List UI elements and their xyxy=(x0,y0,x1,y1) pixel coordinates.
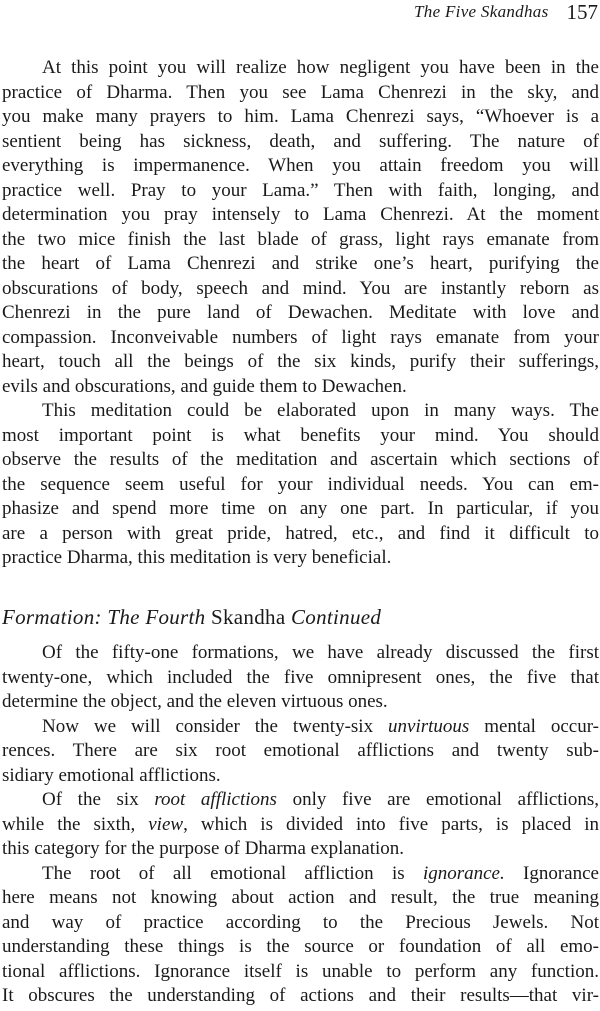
text-line: the two mice finish the last blade of grass, light rays emanate from xyxy=(2,228,599,250)
italic-term: view xyxy=(148,813,184,835)
page-number: 157 xyxy=(566,0,598,24)
paragraph xyxy=(2,715,599,789)
heading-part: Formation: The Fourth xyxy=(2,605,212,629)
text-line: practice of Dharma. Then you see Lama Chenrezi in the sky, and xyxy=(2,81,599,103)
paragraph xyxy=(2,56,599,399)
text-run: Of the six xyxy=(42,789,155,810)
paragraph xyxy=(2,862,599,1009)
text-line: the heart of Lama Chenrezi and strike one’s heart, purifying the xyxy=(2,253,599,274)
paragraph xyxy=(2,641,599,715)
text-line: this category for the purpose of Dharma explanation. xyxy=(2,838,405,859)
section-heading xyxy=(2,603,381,631)
text-line: the sequence seem useful for your individual needs. You can em- xyxy=(2,473,599,495)
text-line: rences. There are six root emotional afflictions and twenty sub- xyxy=(2,740,599,761)
text-line xyxy=(2,813,599,838)
heading-part: Skandha xyxy=(211,605,291,629)
text-line: determine the object, and the eleven virtuous ones. xyxy=(2,691,388,712)
paragraph xyxy=(2,399,599,571)
text-line: here means not knowing about action and result, the true meaning xyxy=(2,887,599,908)
text-line: heart, touch all the beings of the six kinds, purify their sufferings, xyxy=(2,351,599,372)
text-line: understanding these things is the source or foundation of all emo- xyxy=(2,936,599,957)
running-title: The Five Skandhas xyxy=(414,2,549,21)
text-line: It obscures the understanding of actions and their results—that vir- xyxy=(2,985,599,1006)
text-line: obscurations of body, speech and mind. You are instantly reborn as xyxy=(2,277,599,299)
text-line: determination you pray intensely to Lama Chenrezi. At the moment xyxy=(2,204,599,225)
body-text-section-2 xyxy=(2,641,599,1009)
text-run: Now we will consider the twenty-six xyxy=(42,715,389,737)
paragraph xyxy=(2,788,599,862)
text-line: you make many prayers to him. Lama Chenrezi says, “Whoever is a xyxy=(2,106,599,127)
heading-part: Continued xyxy=(291,605,382,629)
text-line: practice well. Pray to your Lama.” Then with faith, longing, and xyxy=(2,179,599,201)
text-line xyxy=(2,862,599,887)
text-line: Of the fifty-one formations, we have already discussed the first xyxy=(42,642,599,663)
text-run: , which is divided into five parts, is placed in xyxy=(183,813,599,835)
text-line: evils and obscurations, and guide them to Dewachen. xyxy=(2,375,407,397)
italic-term: unvirtuous xyxy=(388,715,470,737)
text-line xyxy=(2,788,599,813)
text-line: most important point is what benefits your mind. You should xyxy=(2,424,599,446)
text-line: sentient being has sickness, death, and suffering. The nature of xyxy=(2,130,599,152)
text-line: sidiary emotional afflictions. xyxy=(2,764,221,786)
text-line: tional afflictions. Ignorance itself is unable to perform any function. xyxy=(2,960,599,982)
text-line: observe the results of the meditation and ascertain which sections of xyxy=(2,449,599,470)
text-line: At this point you will realize how negligent you have been in the xyxy=(42,57,599,78)
text-line: phasize and spend more time on any one part. In particular, if you xyxy=(2,498,599,519)
text-line: This meditation could be elaborated upon in many ways. The xyxy=(42,400,599,421)
text-run: while the sixth, xyxy=(2,813,149,835)
text-line xyxy=(2,715,599,740)
text-line: compassion. Inconveivable numbers of light rays emanate from your xyxy=(2,326,599,348)
text-run: The root of all emotional affliction is xyxy=(42,862,423,884)
text-run: mental occur- xyxy=(469,715,599,737)
text-run: Ignorance xyxy=(504,862,599,884)
text-line: everything is impermanence. When you attain freedom you will xyxy=(2,155,599,176)
italic-term: root afflictions xyxy=(154,789,277,810)
body-text-section-1 xyxy=(2,56,599,571)
text-run: only five are emotional afflictions, xyxy=(276,789,599,810)
text-line: and way of practice according to the Precious Jewels. Not xyxy=(2,911,599,933)
text-line: practice Dharma, this meditation is very beneficial. xyxy=(2,547,392,568)
running-header xyxy=(414,0,598,24)
text-line: are a person with great pride, hatred, etc., and find it difficult to xyxy=(2,522,599,544)
text-line: Chenrezi in the pure land of Dewachen. Meditate with love and xyxy=(2,302,599,323)
italic-term: ignorance. xyxy=(422,862,505,884)
text-line: twenty-one, which included the five omnipresent ones, the five that xyxy=(2,666,599,688)
